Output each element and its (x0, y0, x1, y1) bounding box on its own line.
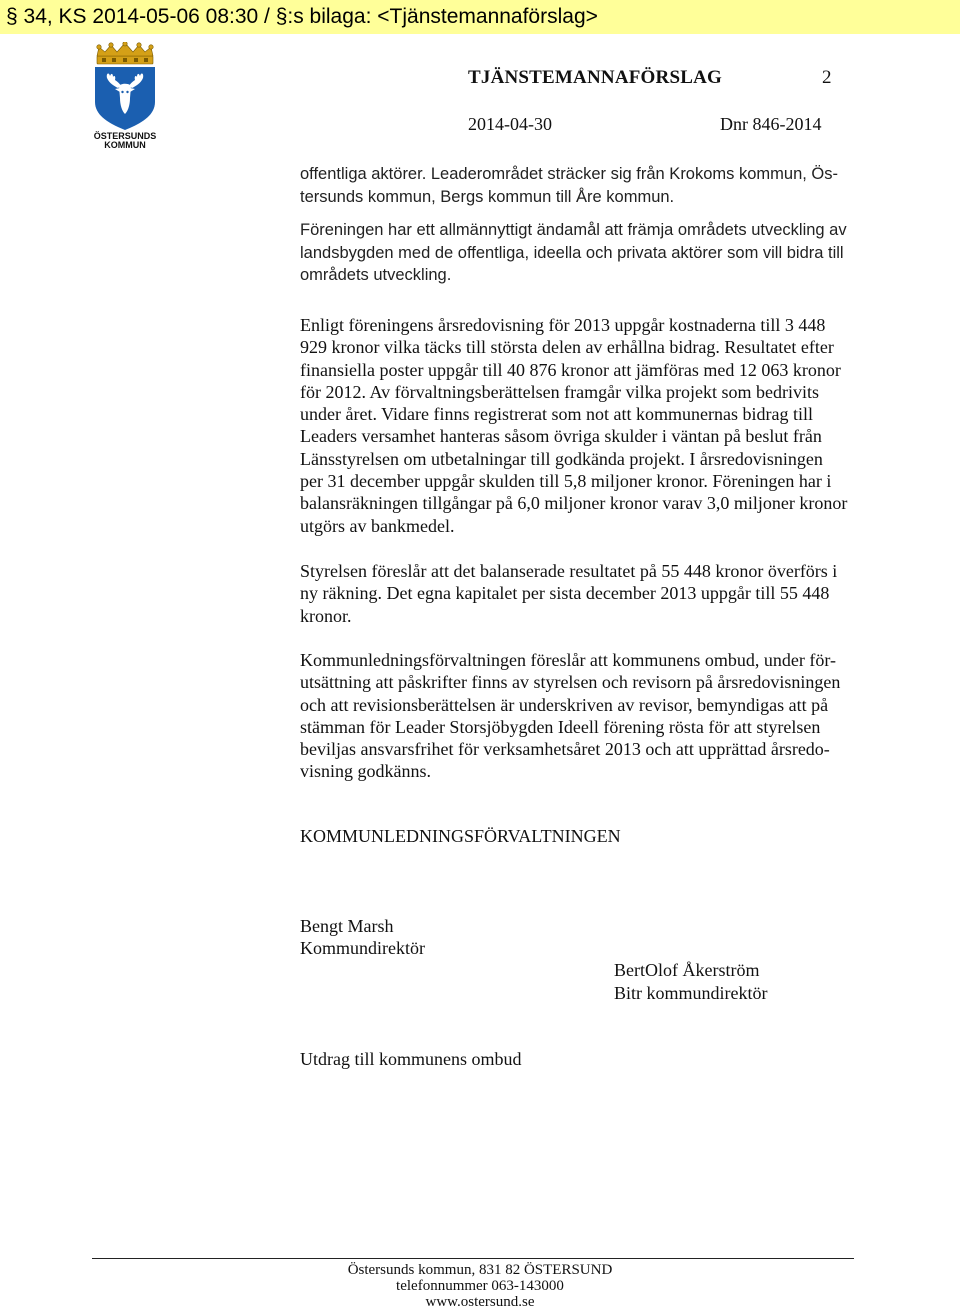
paragraph-4 (300, 560, 895, 627)
footer-phone: telefonnummer 063-143000 (396, 1278, 564, 1294)
signer-1-name: Bengt Marsh (300, 916, 394, 936)
signer-1-title: Kommundirektör (300, 938, 425, 958)
paragraph-1 (300, 163, 895, 208)
municipality-coat-of-arms-logo (90, 42, 160, 148)
paragraph-3 (300, 314, 895, 537)
text-line: Enligt föreningens årsredovisning för 2013 uppgår kostnaderna till 3 448 (300, 315, 826, 335)
text-line: kronor. (300, 605, 352, 626)
page-footer (0, 1262, 960, 1310)
text-line: beviljas ansvarsfrihet för verksamhetsåret 2013 och att upprättad årsredo- (300, 739, 830, 760)
text-line: Leaders versamhet hanteras såsom övriga skulder i väntan på beslut från (300, 426, 822, 447)
text-line: Föreningen har ett allmännyttigt ändamål att främja områdets utveckling av (300, 221, 847, 239)
document-type-heading: TJÄNSTEMANNAFÖRSLAG (468, 67, 722, 88)
text-line: per 31 december uppgår skulden till 5,8 miljoner kronor. Föreningen har i (300, 471, 832, 492)
text-line: Styrelsen föreslår att det balanserade resultatet på 55 448 kronor överförs i (300, 561, 838, 581)
text-line: stämman för Leader Storsjöbygden Ideell förening rösta för att styrelsen (300, 716, 821, 737)
text-line: för 2012. Av förvaltningsberättelsen framgår vilka projekt som bedrivits (300, 381, 820, 402)
text-line: finansiella poster uppgår till 40 876 kronor att jämföras med 12 063 kronor (300, 359, 841, 380)
text-line: visning godkänns. (300, 761, 432, 782)
text-line: utsättning att påskrifter finns av styrelsen och revisorn på årsredovisningen (300, 672, 841, 693)
text-line: ny räkning. Det egna kapitalet per sista december 2013 uppgår till 55 448 (300, 583, 830, 604)
footer-website: www.ostersund.se (425, 1294, 535, 1310)
text-line: och att revisionsberättelsen är underskriven av revisor, bemyndigas att på (300, 694, 829, 715)
text-line: områdets utveckling. (300, 266, 452, 284)
page-number: 2 (822, 67, 832, 88)
paragraph-2 (300, 219, 895, 287)
text-line: under året. Vidare finns registrerat som not att kommunernas bidrag till (300, 404, 813, 425)
text-line: Kommunledningsförvaltningen föreslår att kommunens ombud, under för- (300, 650, 837, 670)
signer-2-name: BertOlof Åkerström (614, 960, 760, 980)
signer-2-title: Bitr kommundirektör (614, 983, 768, 1003)
text-line: balansräkningen tillgångar på 6,0 miljoner kronor varav 3,0 miljoner kronor (300, 493, 848, 514)
paragraph-5 (300, 649, 895, 783)
text-line: offentliga aktörer. Leaderområdet sträcker sig från Krokoms kommun, Ös- (300, 165, 839, 183)
text-line: landsbygden med de offentliga, ideella och privata aktörer som vill bidra till (300, 243, 844, 262)
document-date: 2014-04-30 (468, 114, 552, 134)
pdf-annotation-banner: § 34, KS 2014-05-06 08:30 / §:s bilaga: <Tjänstemannaförslag> (0, 0, 960, 34)
footer-divider (92, 1258, 854, 1259)
document-reference-number: Dnr 846-2014 (720, 114, 822, 134)
footer-address: Östersunds kommun, 831 82 ÖSTERSUND (347, 1262, 613, 1278)
text-line: tersunds kommun, Bergs kommun till Åre kommun. (300, 187, 675, 206)
distribution-note: Utdrag till kommunens ombud (300, 1049, 522, 1069)
logo-text-line2: KOMMUN (104, 140, 146, 148)
department-name: KOMMUNLEDNINGSFÖRVALTNINGEN (300, 826, 621, 846)
text-line: utgörs av bankmedel. (300, 515, 455, 536)
text-line: 929 kronor vilka täcks till största delen av erhållna bidrag. Resultatet efter (300, 337, 834, 358)
logo-text-line1: ÖSTERSUNDS (93, 131, 157, 141)
text-line: Länsstyrelsen om utbetalningar till godkända projekt. I årsredovisningen (300, 448, 823, 469)
